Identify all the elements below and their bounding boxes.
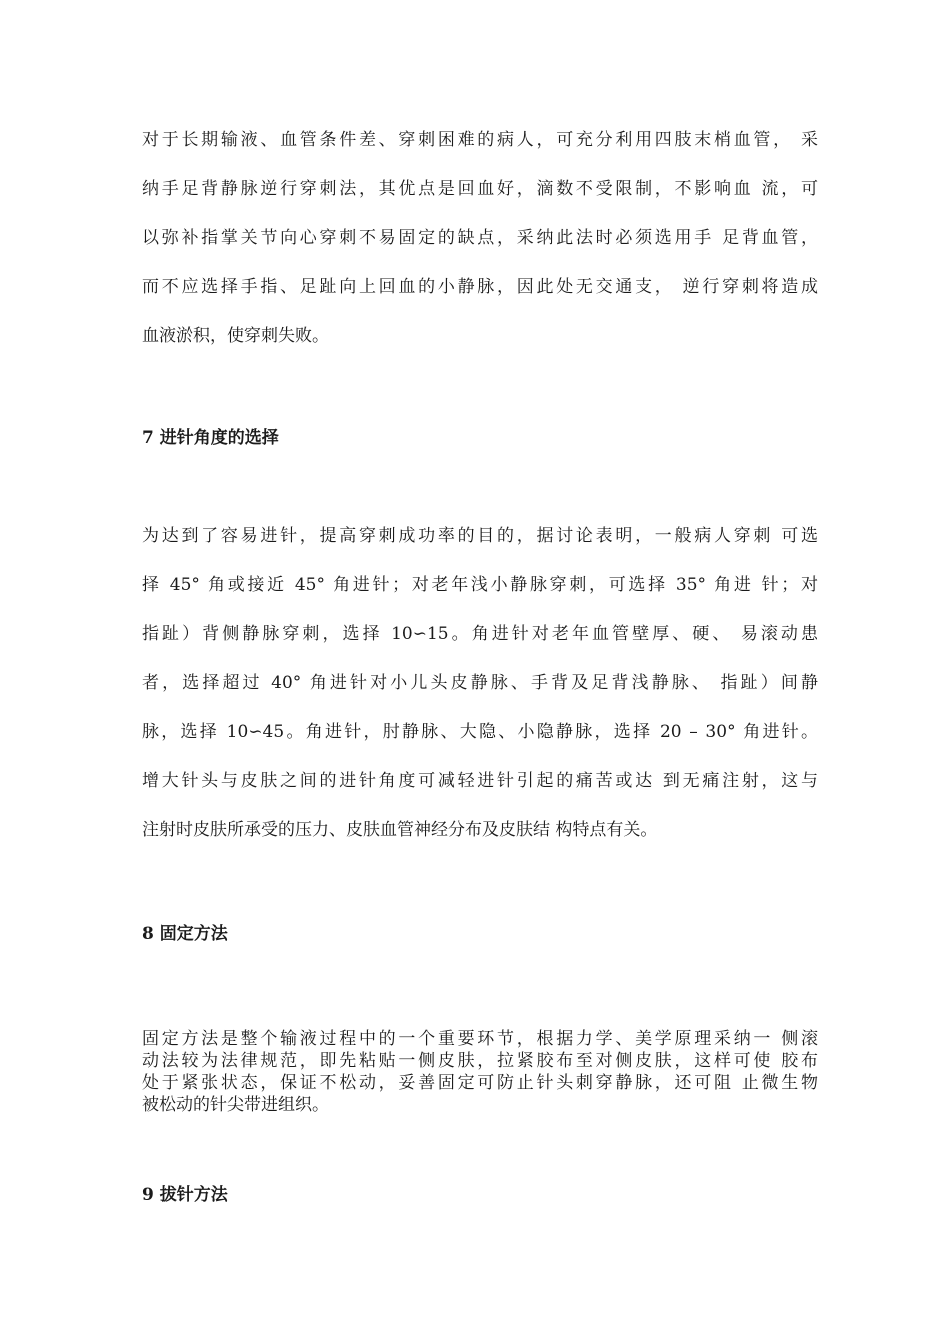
section-heading-8: 8 固定方法 <box>142 924 228 944</box>
text-line: 对于长期输液、血管条件差、穿刺困难的病人，可充分利用四肢末梢血管， 采 <box>142 130 818 150</box>
section-heading-7: 7 进针角度的选择 <box>142 428 279 448</box>
text-line: 而不应选择手指、足趾向上回血的小静脉，因此处无交通支， 逆行穿刺将造成 <box>142 277 818 297</box>
section-heading-9: 9 拔针方法 <box>142 1185 228 1205</box>
text-line: 脉，选择 10∽45。角进针，肘静脉、大隐、小隐静脉，选择 20 – 30° 角进针。 <box>142 722 818 742</box>
text-line: 以弥补指掌关节向心穿刺不易固定的缺点，采纳此法时必须选用手 足背血管， <box>142 228 818 248</box>
text-line: 被松动的针尖带进组织。 <box>142 1095 329 1115</box>
text-line: 处于紧张状态，保证不松动，妥善固定可防止针头刺穿静脉，还可阻 止微生物 <box>142 1073 818 1093</box>
text-line: 增大针头与皮肤之间的进针角度可减轻进针引起的痛苦或达 到无痛注射，这与 <box>142 771 818 791</box>
text-line: 血液淤积，使穿刺失败。 <box>142 326 329 346</box>
paragraph-reverse-puncture <box>142 116 818 361</box>
text-line: 固定方法是整个输液过程中的一个重要环节，根据力学、美学原理采纳一 侧滚 <box>142 1029 818 1049</box>
paragraph-needle-angle <box>142 512 818 855</box>
text-line: 注射时皮肤所承受的压力、皮肤血管神经分布及皮肤结 构特点有关。 <box>142 820 658 840</box>
text-line: 择 45° 角或接近 45° 角进针；对老年浅小静脉穿刺，可选择 35° 角进 针；对 <box>142 575 818 595</box>
text-line: 为达到了容易进针，提高穿刺成功率的目的，据讨论表明，一般病人穿刺 可选 <box>142 526 818 546</box>
text-line: 动法较为法律规范，即先粘贴一侧皮肤，拉紧胶布至对侧皮肤，这样可使 胶布 <box>142 1051 818 1071</box>
text-line: 者，选择超过 40° 角进针对小儿头皮静脉、手背及足背浅静脉、 指趾）间静 <box>142 673 818 693</box>
text-line: 纳手足背静脉逆行穿刺法，其优点是回血好，滴数不受限制，不影响血 流，可 <box>142 179 818 199</box>
paragraph-fixation <box>142 1028 818 1116</box>
text-line: 指趾）背侧静脉穿刺，选择 10∽15。角进针对老年血管壁厚、硬、 易滚动患 <box>142 624 818 644</box>
